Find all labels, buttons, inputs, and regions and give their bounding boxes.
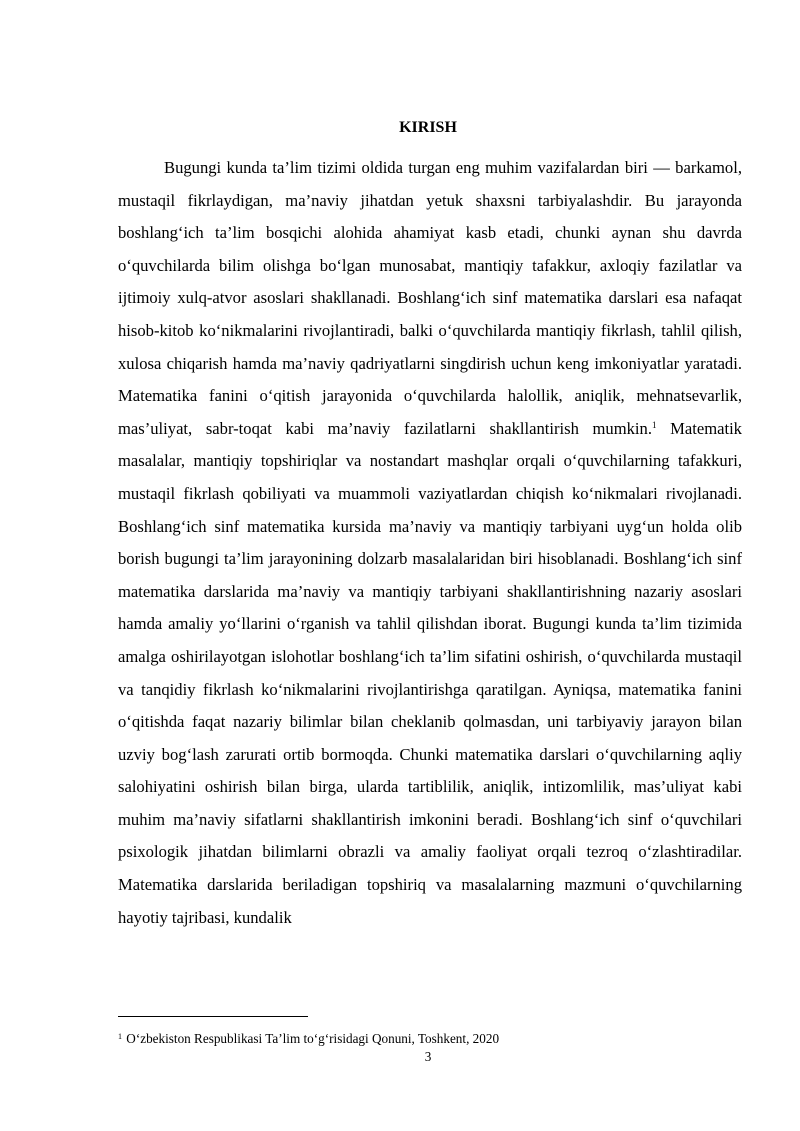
paragraph-text-part-1: Bugungi kunda ta’lim tizimi oldida turgan eng muhim vazifalardan biri — barkamol, mustaqil fikrlaydigan, ma’naviy jihatdan yetuk shaxsni tarbiyalashdir. Bu jarayonda boshlang‘ich ta’lim bosqichi alohida ahamiyat kasb etadi, chunki aynan shu davrda o‘quvchilarda bilim olishga bo‘lgan munosabat, mantiqiy tafakkur, axloqiy fazilatlar va ijtimoiy xulq-atvor asoslari shakllanadi. Boshlang‘ich sinf matematika darslari esa nafaqat hisob-kitob ko‘nikmalarini rivojlantiradi, balki o‘quvchilarda mantiqiy fikrlash, tahlil qilish, xulosa chiqarish hamda ma’naviy qadriyatlarni singdirish uchun keng imkoniyatlar yaratadi. Matematika fanini o‘qitish jarayonida o‘quvchilarda halollik, aniqlik, mehnatsevarlik, mas’uliyat, sabr-toqat kabi ma’naviy fazilatlarni shakllantirish mumkin.	[118, 158, 742, 438]
footnote	[118, 1030, 742, 1048]
page-number: 3	[424, 1049, 432, 1064]
footnote-separator	[118, 1016, 308, 1017]
footnote-mark: 1	[118, 1032, 122, 1041]
footnote-text: O‘zbekiston Respublikasi Ta’lim to‘g‘risidagi Qonuni, Toshkent, 2020	[123, 1031, 500, 1046]
paragraph-text-part-2: Matematik masalalar, mantiqiy topshiriqlar va nostandart mashqlar orqali o‘quvchilarning tafakkuri, mustaqil fikrlash qobiliyati va muammoli vaziyatlardan chiqish ko‘nikmalari rivojlanadi. Boshlang‘ich sinf matematika kursida ma’naviy va mantiqiy tarbiyani uyg‘un holda olib borish bugungi ta’lim jarayonining dolzarb masalalaridan biri hisoblanadi. Boshlang‘ich sinf matematika darslarida ma’naviy va mantiqiy tarbiyani shakllantirishning nazariy asoslari hamda amaliy yo‘llarini o‘rganish va tahlil qilishdan iborat. Bugungi kunda ta’lim tizimida amalga oshirilayotgan islohotlar boshlang‘ich ta’lim sifatini oshirish, o‘quvchilarda mustaqil va tanqidiy fikrlash ko‘nikmalarini rivojlantirishga qaratilgan. Ayniqsa, matematika fanini o‘qitishda faqat nazariy bilimlar bilan cheklanib qolmasdan, uni tarbiyaviy jarayon bilan uzviy bog‘lash zarurati ortib bormoqda. Chunki matematika darslari o‘quvchilarning aqliy salohiyatini oshirish bilan birga, ularda tartiblilik, aniqlik, intizomlilik, mas’uliyat kabi muhim ma’naviy sifatlarni shakllantirish imkonini beradi. Boshlang‘ich sinf o‘quvchilari psixologik jihatdan bilimlarni obrazli va amaliy faoliyat orqali tezroq o‘zlashtiradilar. Matematika darslarida beriladigan topshiriq va masalalarning mazmuni o‘quvchilarning hayotiy tajribasi, kundalik	[118, 418, 742, 927]
section-heading: KIRISH	[399, 119, 457, 136]
body-paragraph	[118, 152, 742, 934]
footnote-reference[interactable]: 1	[651, 419, 657, 430]
